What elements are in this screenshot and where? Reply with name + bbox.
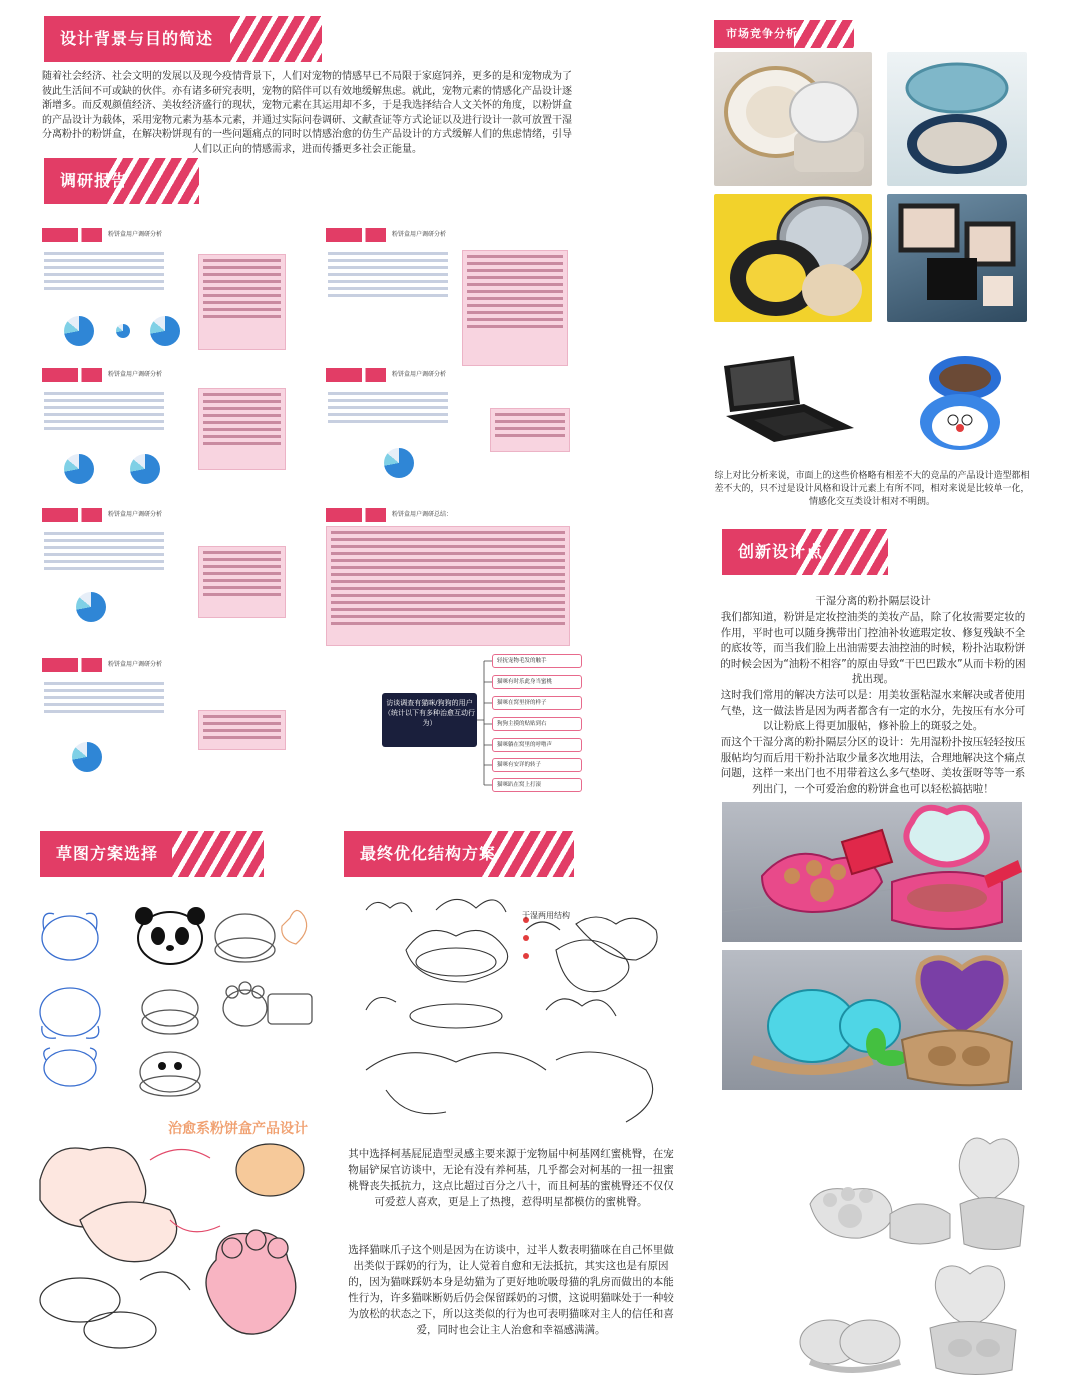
pie-chart — [64, 454, 94, 484]
innovation-banner — [722, 529, 888, 575]
pie-chart — [72, 742, 102, 772]
sketch-title: 草图方案选择 — [56, 844, 159, 863]
background-text: 随着社会经济、社会文明的发展以及现今疫情背景下，人们对宠物的情感早已不局限于家庭饲养，更多的是和宠物成为了彼此生活间不可或缺的伙伴。亦有诸多研究表明，宠物的陪伴可以有效地缓解焦虑。就此，宠物元素的情感化产品设计逐渐增多。而反观颜值经济、美妆经济盛行的现状，宠物元素在其运用却不多，于是我选择结合人文关怀的角度，以粉饼盒的产品设计为载体，采用宠物元素为基本元素，并通过实际问卷调研、文献查证等方式论证以及进行设计一款可放置干湿分离粉扑的粉饼盒，在解决粉饼现有的一些问题痛点的同时以情感治愈的仿生产品设计的方式缓解人们的焦虑情绪，引导人们以正向的情感需求，进而传播更多社会正能量。 — [42, 71, 572, 155]
mindmap-item: 猫咪有安详的转子 — [492, 758, 582, 772]
report-tag — [42, 368, 102, 382]
background-banner — [44, 16, 322, 62]
innovation-paragraph-3: 而这个干湿分离的粉扑隔层分区的设计：先用湿粉扑按压轻轻按压服帖均匀而后用干粉扑沾取少量多次地用法，合理地解决这个痛点问题，这样一来出门也不用带着这么多气垫呀、美妆蛋呀等等一系列出门，一个可爱治愈的粉饼盒也可以轻松搞掂啦！ — [720, 736, 1026, 795]
report-tag-text: 粉饼盒用户调研分析 — [108, 231, 163, 238]
report-text-lines — [44, 532, 164, 574]
innovation-subtitle: 干湿分离的粉扑隔层设计 — [815, 595, 931, 607]
pie-chart — [76, 592, 106, 622]
report-tag-text: 粉饼盒用户调研分析 — [392, 231, 447, 238]
render-corgi-compact — [722, 950, 1022, 1090]
report-text-lines — [44, 392, 164, 434]
mindmap-item: 猫咪趴在窝上打滚 — [492, 778, 582, 792]
report-note — [198, 388, 286, 470]
report-summary-card — [326, 508, 572, 648]
render-paw-gray — [790, 1134, 1030, 1254]
banner-stripes — [230, 16, 322, 62]
report-tag-text: 粉饼盒用户调研总结： — [392, 511, 453, 518]
pie-chart — [150, 316, 180, 346]
product-photo-pikachu-compact — [714, 194, 872, 322]
report-card — [42, 228, 292, 363]
final-structure-label: 干湿两用结构 — [522, 911, 570, 920]
pie-chart — [384, 448, 414, 478]
report-text-lines — [44, 252, 164, 294]
mindmap-item: 猫咪有时乐此身当蜜桃 — [492, 675, 582, 689]
research-title: 调研报告 — [60, 171, 129, 190]
report-tag — [326, 368, 386, 382]
report-tag — [42, 228, 102, 242]
innovation-paragraph-2: 这时我们常用的解决方法可以是：用美妆蛋粘湿水来解决或者使用气垫，这一做法皆是因为两者都含有一定的水分，先按压有水分可以让粉底上得更加服帖，修补脸上的斑驳之处。 — [720, 689, 1026, 732]
report-card — [42, 508, 292, 643]
report-note — [462, 250, 568, 366]
report-note — [198, 710, 286, 750]
report-note — [198, 254, 286, 350]
market-title: 市场竞争分析 — [726, 27, 798, 40]
product-photo-compact-gold — [714, 52, 872, 186]
market-summary: 综上对比分析来说，市面上的这些价格略有相差不大的竞品的产品设计造型都相差不大的，只不过是设计风格和设计元素上有所不同，相对来说是比较单一化，情感化交互类设计相对不明朗。 — [714, 471, 1030, 507]
final-paragraph-2: 选择猫咪爪子这个则是因为在访谈中，过半人数表明猫咪在自己怀里做出类似于踩奶的行为，让人觉着自愈和无法抵抗，其实这也是有原因的，因为猫咪踩奶本身是幼猫为了更好地吮吸母猫的乳房而做出的本能性行为，许多猫咪断奶后仍会保留踩奶的习惯，这说明猫咪处于一种较为放松的状态之下，所以这类似的行为也可表明猫咪对主人的信任和喜爱，同时也会让主人治愈和幸福感满满。 — [348, 1244, 674, 1336]
report-text-lines — [328, 392, 448, 427]
report-text-lines — [44, 682, 164, 717]
report-card — [42, 658, 292, 793]
report-tag — [326, 228, 386, 242]
report-tag-text: 粉饼盒用户调研分析 — [392, 371, 447, 378]
product-photo-doraemon-compact — [905, 348, 1015, 454]
pie-chart — [116, 324, 130, 338]
render-cat-paw-compact — [722, 802, 1022, 942]
innovation-title: 创新设计点 — [738, 542, 824, 561]
mindmap-center: 访谈调查有猫咪/狗狗的用户（统计以下有多种治愈互动行为） — [382, 693, 477, 747]
mindmap-item: 狗狗主摸的贴贴到右 — [492, 717, 582, 731]
report-card — [42, 368, 292, 503]
mindmap-item: 猫咪躺在窝里的呼噜声 — [492, 738, 582, 752]
report-tag — [42, 508, 102, 522]
final-paragraph-1: 其中选择柯基屁屁造型灵感主要来源于宠物届中柯基网红蜜桃臀，在宠物届铲屎官访谈中，无论有没有养柯基，几乎都会对柯基的一扭一扭蜜桃臀丧失抵抗力，这点比超过百分之八十，而且柯基的蜜桃臀还不仅仅可爱惹人喜欢，更是上了热搜，惹得明星都模仿的蜜桃臀。 — [348, 1148, 674, 1208]
report-card — [326, 228, 576, 363]
report-tag-text: 粉饼盒用户调研分析 — [108, 661, 163, 668]
report-text-lines — [328, 252, 448, 301]
render-corgi-gray — [790, 1262, 1030, 1380]
sketch-detail-illustrations — [20, 1130, 320, 1380]
pie-chart — [64, 316, 94, 346]
final-banner — [344, 831, 574, 877]
sketch-handwritten-title: 治愈系粉饼盒产品设计 — [168, 1121, 308, 1137]
pie-chart — [130, 454, 160, 484]
market-banner — [714, 20, 854, 48]
research-banner — [44, 158, 199, 204]
product-photo-black-compact — [714, 346, 872, 456]
report-note — [326, 526, 570, 646]
final-structure-sketch — [346, 890, 682, 1134]
mindmap-item: 轻抚宠物毛发的触手 — [492, 654, 582, 668]
banner-stripes — [172, 831, 264, 877]
sketch-banner — [40, 831, 264, 877]
report-tag-text: 粉饼盒用户调研分析 — [108, 511, 163, 518]
sketch-collection — [20, 900, 320, 1100]
banner-stripes — [794, 20, 854, 48]
report-note — [198, 546, 286, 618]
report-tag — [326, 508, 386, 522]
report-tag-text: 粉饼盒用户调研分析 — [108, 371, 163, 378]
background-title: 设计背景与目的简述 — [60, 29, 214, 48]
product-photo-square-compact — [887, 194, 1027, 322]
product-photo-compact-blue — [887, 52, 1027, 186]
report-tag — [42, 658, 102, 672]
final-title: 最终优化结构方案 — [360, 844, 497, 863]
innovation-paragraph-1: 我们都知道，粉饼是定妆控油类的美妆产品，除了化妆需要定妆的作用，平时也可以随身携带出门控油补妆遮瑕定妆、修复残缺不全的底妆等，而当我们脸上出油需要去油控油的时候，粉扑沾取粉饼的时候会因为“油粉不相容”的原由导致“干巴巴跋水”从而卡粉的困扰出现。 — [720, 611, 1026, 685]
mindmap-item: 猫咪在窝里挤的样子 — [492, 696, 582, 710]
report-card — [326, 368, 576, 503]
report-note — [490, 408, 570, 452]
